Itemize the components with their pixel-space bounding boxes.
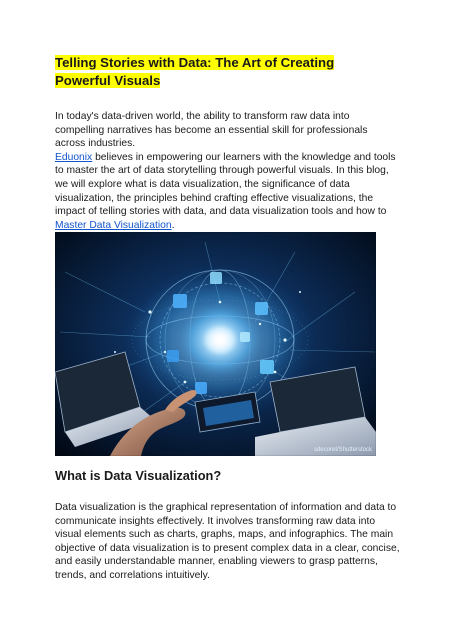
intro-text-end: . <box>171 219 175 231</box>
section-heading: What is Data Visualization? <box>55 468 222 483</box>
hero-image <box>55 232 376 456</box>
intro-text-start: In today's data-driven world, the ability to transform raw data into compelling narratives has become an essential skill for professionals across industries. <box>55 111 368 150</box>
intro-text-middle: believes in empowering our learners with the knowledge and tools to master the art of data storytelling through powerful visuals. In this blog, we will explore what is data visualization, the significance of data visualization, the principles behind crafting effective visualizations, the impact of telling stories with data, and data visualization tools and how to <box>55 151 396 218</box>
image-credit: sdecoret/Shutterstock <box>313 447 372 453</box>
intro-paragraph <box>55 110 400 232</box>
master-data-visualization-link[interactable]: Master Data Visualization <box>55 219 172 231</box>
globe-center-light <box>202 324 238 356</box>
page-title <box>55 54 385 90</box>
section-paragraph: Data visualization is the graphical representation of information and data to communicate insights effectively. It involves transforming raw data into visual elements such as charts, graphs, maps, and infographics. The main objective of data visualization is to present complex data in a clear, concise, and easily understandable manner, enabling viewers to grasp patterns, trends, and correlations intuitively. <box>55 502 400 581</box>
data-sphere-illustration <box>55 232 376 456</box>
eduonix-link[interactable]: Eduonix <box>55 151 93 163</box>
page-title-text: Telling Stories with Data: The Art of Creating Powerful Visuals <box>55 55 335 88</box>
